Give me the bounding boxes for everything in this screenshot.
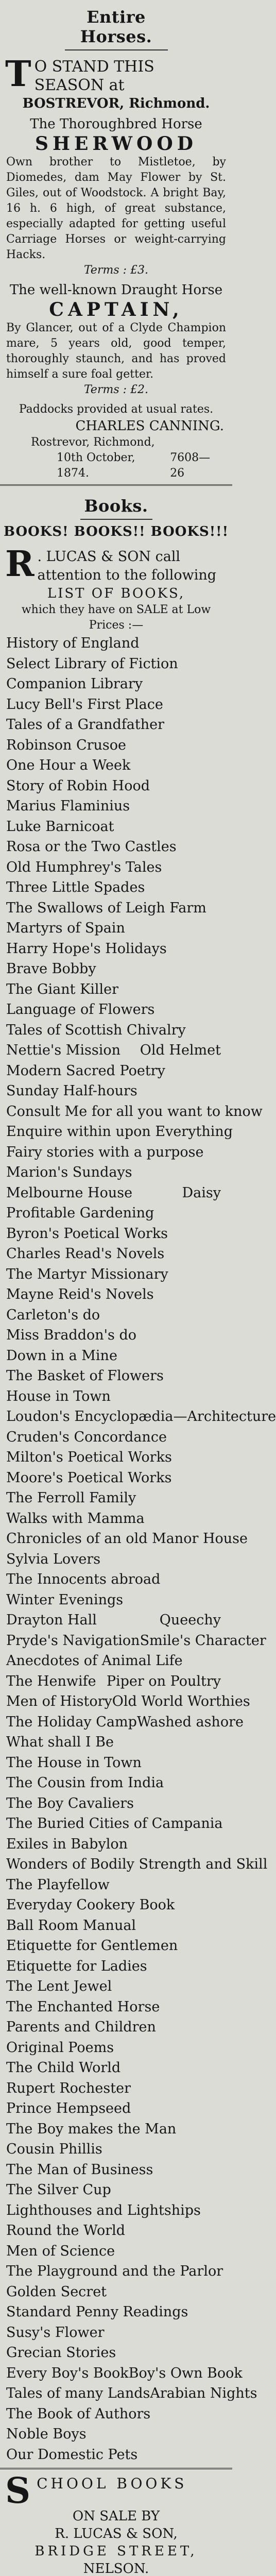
book-list-item xyxy=(6,1040,226,1061)
book-list-item: Companion Library xyxy=(6,676,143,692)
book-title: Every Boy's Book xyxy=(6,2365,129,2381)
book-list-item xyxy=(6,2363,243,2384)
book-list-item: The Martyr Missionary xyxy=(6,1266,168,1282)
horse2-description: By Glancer, out of a Clyde Champion mare, 5 years old, good temper, thoroughly staunch, and has proved himself a sure foal getter. xyxy=(6,321,226,381)
book-list-item: Tales of a Grandfather xyxy=(6,717,165,733)
book-list-item: House in Town xyxy=(6,1388,111,1404)
book-list xyxy=(0,633,276,2465)
book-list-item: The Giant Killer xyxy=(6,981,119,997)
book-list-item: History of England xyxy=(6,635,140,651)
book-list-item: Original Poems xyxy=(6,2039,114,2056)
book-list-item: Cruden's Concordance xyxy=(6,1429,167,1445)
book-list-item: Moore's Poetical Works xyxy=(6,1469,172,1486)
book-list-item: The Buried Cities of Campania xyxy=(6,1816,223,1832)
horse1-terms: Terms : £3. xyxy=(83,264,149,277)
book-title: Old World Worthies xyxy=(112,1693,250,1709)
address-line-2 xyxy=(0,450,232,481)
books-lead xyxy=(0,540,232,585)
horse1-name: SHERWOOD xyxy=(35,133,197,155)
book-list-item: What shall I Be xyxy=(6,1734,114,1750)
book-list-item: Milton's Poetical Works xyxy=(6,1449,172,1465)
drop-cap-s: S xyxy=(5,2470,34,2512)
location-line: BOSTREVOR, Richmond. xyxy=(22,96,210,111)
school-heading xyxy=(0,2470,232,2512)
book-list-item: The Silver Cup xyxy=(6,2182,111,2198)
book-list-item: Select Library of Fiction xyxy=(6,655,178,672)
school-books-advert xyxy=(0,2472,232,2576)
book-list-item: Walks with Mamma xyxy=(6,1510,145,1527)
book-list-item xyxy=(6,1691,250,1712)
book-list-item: Noble Boys xyxy=(6,2426,87,2442)
book-list-item: The House in Town xyxy=(6,1754,142,1771)
book-list-item: Mayne Reid's Novels xyxy=(6,1286,154,1302)
book-list-item: Lighthouses and Lightships xyxy=(6,2202,201,2218)
section-title-books: Books. xyxy=(80,489,152,520)
horse1-description: Own brother to Mistletoe, by Diomedes, dam May Flower by St. Giles, out of Woodstock. A bright Bay, 16 h. 6 high, of great substance, especially adapted for getting useful Carriage Horses or weight-carrying Hacks. xyxy=(6,156,226,261)
book-list-item: The Basket of Flowers xyxy=(6,1368,164,1384)
book-title: Boy's Own Book xyxy=(128,2365,243,2381)
book-list-item: The Child World xyxy=(6,2060,121,2076)
book-list-item: Robinson Crusoe xyxy=(6,737,127,753)
book-list-item: Standard Penny Readings xyxy=(6,2304,188,2320)
book-list-item: Byron's Poetical Works xyxy=(6,1225,168,1242)
book-list-item: The Man of Business xyxy=(6,2161,153,2178)
book-list-item: The Playground and the Parlor xyxy=(6,2263,223,2279)
address-line-1: Rostrevor, Richmond, xyxy=(31,436,155,449)
book-list-item: Language of Flowers xyxy=(6,1002,155,1018)
book-list-item: Charles Read's Novels xyxy=(6,1246,165,1262)
horse2-name: CAPTAIN, xyxy=(49,299,183,320)
book-title: The Holiday Camp xyxy=(6,1714,137,1730)
book-list-item: Enquire within upon Everything xyxy=(6,1124,233,1140)
book-list-item: Sunday Half-hours xyxy=(6,1083,137,1099)
book-title: Queechy xyxy=(159,1612,221,1628)
lead-text: O STAND THIS SEASON at xyxy=(34,58,154,94)
book-list-item: Loudon's Encyclopædia—Architecture xyxy=(6,1409,276,1425)
book-list-item: The Boy makes the Man xyxy=(6,2121,177,2137)
book-list-item: Grecian Stories xyxy=(6,2345,116,2361)
book-list-item: The Playfellow xyxy=(6,1876,110,1893)
book-list-item: Anecdotes of Animal Life xyxy=(6,1653,183,1669)
book-list-item: The Lent Jewel xyxy=(6,1978,112,1994)
list-intro: which they have on SALE at Low Prices :— xyxy=(21,603,211,632)
book-list-item: Our Domestic Pets xyxy=(6,2446,138,2463)
drop-cap-r: R xyxy=(5,544,34,585)
book-list-item: Harry Hope's Holidays xyxy=(6,940,167,957)
book-list-item: Luke Barnicoat xyxy=(6,818,114,835)
horse1-intro: The Thoroughbred Horse xyxy=(30,116,202,132)
horse2-terms: Terms : £2. xyxy=(83,383,149,396)
book-list-item xyxy=(6,1671,226,1692)
book-list-item: Rupert Rochester xyxy=(6,2080,131,2096)
book-title: Daisy xyxy=(182,1184,221,1201)
drop-cap-t: T xyxy=(5,54,31,95)
book-list-item: Carleton's do xyxy=(6,1307,100,1323)
section-divider xyxy=(0,484,232,486)
book-list-item: The Ferroll Family xyxy=(6,1490,136,1506)
book-list-item: The Innocents abroad xyxy=(6,1571,161,1587)
horses-lead xyxy=(0,50,232,95)
book-title: Pryde's Navigation xyxy=(6,1632,140,1649)
section-divider-2 xyxy=(0,2468,232,2469)
book-list-item: Wonders of Bodily Strength and Skill xyxy=(6,1856,268,1872)
book-title: Drayton Hall xyxy=(6,1612,97,1628)
book-list-item: Tales of Scottish Chivalry xyxy=(6,1022,186,1038)
book-title: Piper on Poultry xyxy=(106,1673,221,1689)
book-list-item: The Enchanted Horse xyxy=(6,1998,160,2015)
book-list-item: The Swallows of Leigh Farm xyxy=(6,900,206,916)
book-list-item: Sylvia Lovers xyxy=(6,1551,101,1567)
entire-horses-advert xyxy=(0,0,232,481)
book-list-item: Three Little Spades xyxy=(6,879,145,895)
book-list-item: Martyrs of Spain xyxy=(6,920,125,936)
school-line4: BRIDGE STREET, xyxy=(34,2544,198,2559)
book-list-item: One Hour a Week xyxy=(6,757,131,773)
book-list-item: Susy's Flower xyxy=(6,2324,105,2341)
book-list-item: Brave Bobby xyxy=(6,961,96,977)
book-list-item xyxy=(6,1183,226,1204)
section-title-horses: Entire Horses. xyxy=(65,0,168,50)
books-advert xyxy=(0,489,276,2465)
book-list-item: Down in a Mine xyxy=(6,1347,117,1364)
book-list-item: The Book of Authors xyxy=(6,2405,151,2422)
school-line2: ON SALE BY xyxy=(72,2509,160,2524)
book-list-item: Cousin Phillis xyxy=(6,2141,102,2157)
book-list-item: Prince Hempseed xyxy=(6,2100,131,2116)
book-title: Washed ashore xyxy=(136,1714,244,1730)
paddocks-note: Paddocks provided at usual rates. xyxy=(19,403,214,416)
book-list-item: Exiles in Babylon xyxy=(6,1836,128,1852)
book-list-item: Profitable Gardening xyxy=(6,1205,154,1221)
book-list-item: Etiquette for Gentlemen xyxy=(6,1938,178,1954)
ref-number: 7608—26 xyxy=(170,451,211,480)
book-list-item: Golden Secret xyxy=(6,2283,107,2300)
book-list-item: Men of Science xyxy=(6,2243,115,2259)
date-text: 10th October, 1874. xyxy=(57,451,135,480)
book-list-item: Marius Flaminius xyxy=(6,798,130,814)
book-title: Tales of many Lands xyxy=(6,2385,150,2401)
book-title: Arabian Nights xyxy=(150,2385,257,2401)
book-list-item: Fairy stories with a purpose xyxy=(6,1144,204,1160)
book-list-item xyxy=(6,1631,266,1651)
book-list-item: Parents and Children xyxy=(6,2019,156,2035)
signature: CHARLES CANNING. xyxy=(75,418,224,434)
book-list-item: The Boy Cavaliers xyxy=(6,1795,134,1811)
lead-text-books: . LUCAS & SON call attention to the following xyxy=(37,549,217,583)
book-title: Smile's Character xyxy=(140,1632,266,1649)
book-list-item: Chronicles of an old Manor House xyxy=(6,1531,248,1547)
book-list-item: Consult Me for all you want to know xyxy=(6,1103,263,1120)
book-list-item: Marion's Sundays xyxy=(6,1164,132,1180)
book-list-item: Lucy Bell's First Place xyxy=(6,696,163,713)
book-list-item xyxy=(6,2383,257,2404)
books-banner: BOOKS! BOOKS!! BOOKS!!! xyxy=(4,524,229,539)
book-title: Old Helmet xyxy=(140,1042,221,1058)
horse2-intro: The well-known Draught Horse xyxy=(9,282,223,298)
book-list-item xyxy=(6,1610,226,1631)
book-title: Melbourne House xyxy=(6,1184,133,1201)
book-list-item: Old Humphrey's Tales xyxy=(6,859,162,875)
book-list-item: Modern Sacred Poetry xyxy=(6,1062,165,1079)
school-line5: NELSON. xyxy=(83,2561,149,2576)
book-list-item: Etiquette for Ladies xyxy=(6,1958,147,1974)
book-list-item xyxy=(6,1712,244,1733)
book-title: Men of History xyxy=(6,1693,112,1709)
school-heading-text: CHOOL BOOKS xyxy=(37,2475,187,2492)
book-list-item: Ball Room Manual xyxy=(6,1917,136,1934)
book-list-item: Rosa or the Two Castles xyxy=(6,839,177,855)
book-title: The Henwife xyxy=(6,1673,96,1689)
book-list-item: Everyday Cookery Book xyxy=(6,1897,175,1913)
book-list-item: Winter Evenings xyxy=(6,1591,124,1608)
book-title: Nettie's Mission xyxy=(6,1042,121,1058)
book-list-item: Miss Braddon's do xyxy=(6,1327,137,1343)
book-list-item: Round the World xyxy=(6,2223,126,2239)
school-line3: R. LUCAS & SON, xyxy=(55,2526,178,2541)
book-list-item: Story of Robin Hood xyxy=(6,777,150,794)
book-list-item: The Cousin from India xyxy=(6,1775,164,1791)
list-heading: LIST OF BOOKS, xyxy=(47,586,185,601)
